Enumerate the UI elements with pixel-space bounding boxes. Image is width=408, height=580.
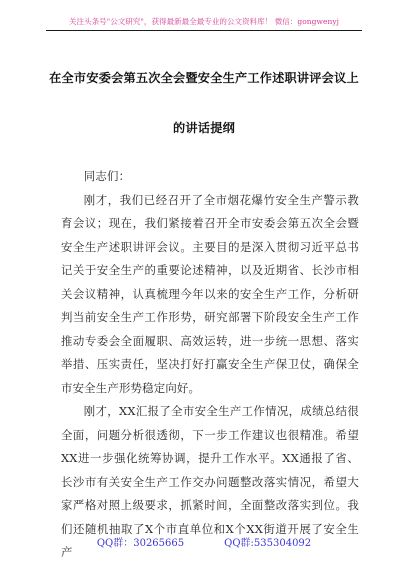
header-notice: 关注头条号"公文研究"，获得最新最全最专业的公文资料库！ 微信：gongwenyj <box>68 17 340 26</box>
document-body <box>61 165 359 565</box>
document-title-line-2: 的讲话提纲 <box>173 121 235 135</box>
document-title-line-1: 在全市安委会第五次全会暨安全生产工作述职讲评会议上 <box>49 71 359 85</box>
footer <box>0 534 408 549</box>
paragraph: 刚才，XX汇报了全市安全生产工作情况，成绩总结很全面，问题分析很透彻，下一步工作建议也很精准。希望XX进一步强化统筹协调，提升工作水平。XX通报了省、长沙市有关安全生产工作交办问题整改落实情况，希望大家严格对照上级要求，抓紧时间，全面整改落实到位。我们还随机抽取了X个市直单位和X个XX街道开展了安全生产 <box>61 404 359 559</box>
salutation: 同志们： <box>83 169 131 183</box>
footer-qq-group-1: QQ群：30265665 <box>96 538 185 549</box>
footer-qq-group-2: QQ群:535304092 <box>224 538 312 549</box>
paragraph: 刚才，我们已经召开了全市烟花爆竹安全生产警示教育会议；现在，我们紧接着召开全市安委会第五次全会暨安全生产述职讲评会议。主要目的是深入贯彻习近平总书记关于安全生产的重要论述精神，以及近期省、长沙市相关会议精神，认真梳理今年以来的安全生产工作，分析研判当前安全生产工作形势，研究部署下阶段安全生产工作推动专委会全面履职、高效运转，进一步统一思想、落实举措、压实责任，坚决打好打赢安全生产保卫仗，确保全市安全生产形势稳定向好。 <box>61 192 359 395</box>
header-divider <box>46 30 362 31</box>
